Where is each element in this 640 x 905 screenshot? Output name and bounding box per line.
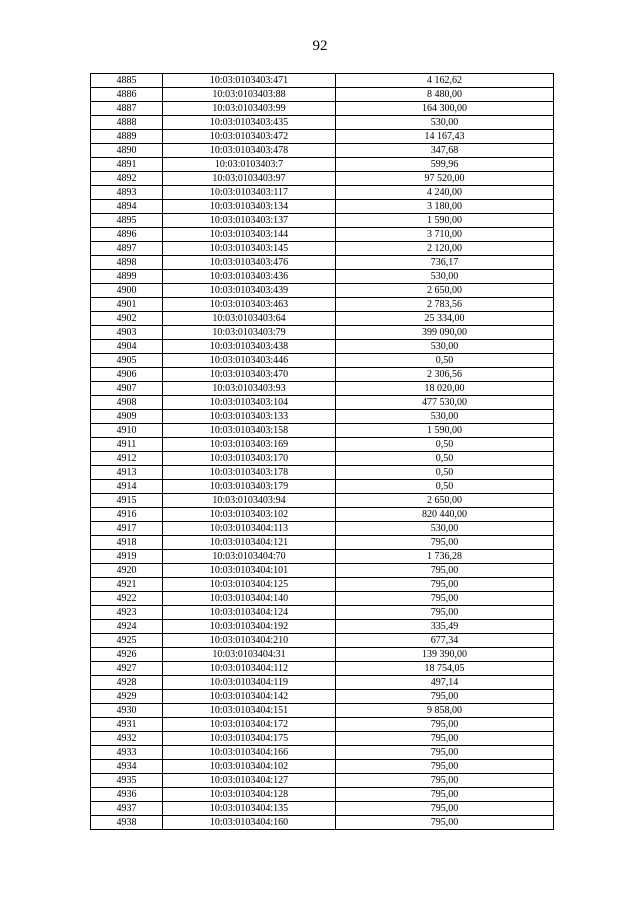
row-number-cell: 4905 (91, 354, 163, 368)
value-cell: 795,00 (336, 732, 554, 746)
value-cell: 2 650,00 (336, 494, 554, 508)
row-number-cell: 4916 (91, 508, 163, 522)
cadastral-number-cell: 10:03:0103403:137 (163, 214, 336, 228)
table-row (91, 522, 554, 536)
table-row (91, 312, 554, 326)
cadastral-number-cell: 10:03:0103404:127 (163, 774, 336, 788)
table-row (91, 774, 554, 788)
cadastral-number-cell: 10:03:0103403:64 (163, 312, 336, 326)
value-cell: 795,00 (336, 774, 554, 788)
value-cell: 3 180,00 (336, 200, 554, 214)
value-cell: 530,00 (336, 270, 554, 284)
cadastral-number-cell: 10:03:0103403:478 (163, 144, 336, 158)
row-number-cell: 4897 (91, 242, 163, 256)
row-number-cell: 4911 (91, 438, 163, 452)
value-cell: 18 754,05 (336, 662, 554, 676)
value-cell: 18 020,00 (336, 382, 554, 396)
value-cell: 477 530,00 (336, 396, 554, 410)
cadastral-number-cell: 10:03:0103403:476 (163, 256, 336, 270)
row-number-cell: 4885 (91, 74, 163, 88)
table-row (91, 424, 554, 438)
table-row (91, 690, 554, 704)
value-cell: 795,00 (336, 606, 554, 620)
row-number-cell: 4902 (91, 312, 163, 326)
value-cell: 2 306,56 (336, 368, 554, 382)
row-number-cell: 4901 (91, 298, 163, 312)
row-number-cell: 4919 (91, 550, 163, 564)
row-number-cell: 4906 (91, 368, 163, 382)
value-cell: 4 162,62 (336, 74, 554, 88)
row-number-cell: 4920 (91, 564, 163, 578)
row-number-cell: 4896 (91, 228, 163, 242)
cadastral-number-cell: 10:03:0103404:70 (163, 550, 336, 564)
value-cell: 0,50 (336, 438, 554, 452)
cadastral-number-cell: 10:03:0103404:102 (163, 760, 336, 774)
cadastral-number-cell: 10:03:0103403:169 (163, 438, 336, 452)
row-number-cell: 4915 (91, 494, 163, 508)
value-cell: 795,00 (336, 536, 554, 550)
row-number-cell: 4918 (91, 536, 163, 550)
table-row (91, 130, 554, 144)
table-row (91, 172, 554, 186)
cadastral-number-cell: 10:03:0103404:124 (163, 606, 336, 620)
row-number-cell: 4891 (91, 158, 163, 172)
row-number-cell: 4894 (91, 200, 163, 214)
table-row (91, 144, 554, 158)
row-number-cell: 4895 (91, 214, 163, 228)
cadastral-number-cell: 10:03:0103404:121 (163, 536, 336, 550)
cadastral-number-cell: 10:03:0103403:435 (163, 116, 336, 130)
value-cell: 4 240,00 (336, 186, 554, 200)
row-number-cell: 4904 (91, 340, 163, 354)
value-cell: 8 480,00 (336, 88, 554, 102)
value-cell: 497,14 (336, 676, 554, 690)
cadastral-number-cell: 10:03:0103403:104 (163, 396, 336, 410)
row-number-cell: 4887 (91, 102, 163, 116)
table-row (91, 270, 554, 284)
table-row (91, 536, 554, 550)
value-cell: 795,00 (336, 718, 554, 732)
table-row (91, 802, 554, 816)
value-cell: 530,00 (336, 340, 554, 354)
value-cell: 139 390,00 (336, 648, 554, 662)
value-cell: 399 090,00 (336, 326, 554, 340)
table-row (91, 718, 554, 732)
table-row (91, 396, 554, 410)
table-row (91, 592, 554, 606)
table-row (91, 242, 554, 256)
row-number-cell: 4907 (91, 382, 163, 396)
cadastral-number-cell: 10:03:0103403:79 (163, 326, 336, 340)
table-row (91, 606, 554, 620)
value-cell: 677,34 (336, 634, 554, 648)
table-row (91, 298, 554, 312)
parcel-table (90, 73, 554, 830)
cadastral-number-cell: 10:03:0103404:151 (163, 704, 336, 718)
value-cell: 795,00 (336, 788, 554, 802)
table-row (91, 746, 554, 760)
cadastral-number-cell: 10:03:0103404:160 (163, 816, 336, 830)
table-row (91, 354, 554, 368)
row-number-cell: 4888 (91, 116, 163, 130)
table-row (91, 88, 554, 102)
table-row (91, 158, 554, 172)
value-cell: 795,00 (336, 592, 554, 606)
table-row (91, 74, 554, 88)
table-row (91, 340, 554, 354)
table-row (91, 438, 554, 452)
value-cell: 795,00 (336, 578, 554, 592)
value-cell: 530,00 (336, 410, 554, 424)
row-number-cell: 4910 (91, 424, 163, 438)
cadastral-number-cell: 10:03:0103403:94 (163, 494, 336, 508)
cadastral-number-cell: 10:03:0103403:446 (163, 354, 336, 368)
cadastral-number-cell: 10:03:0103404:175 (163, 732, 336, 746)
table-row (91, 704, 554, 718)
table-row (91, 494, 554, 508)
row-number-cell: 4892 (91, 172, 163, 186)
cadastral-number-cell: 10:03:0103404:119 (163, 676, 336, 690)
table-row (91, 816, 554, 830)
value-cell: 795,00 (336, 816, 554, 830)
cadastral-number-cell: 10:03:0103403:463 (163, 298, 336, 312)
cadastral-number-cell: 10:03:0103404:210 (163, 634, 336, 648)
table-row (91, 200, 554, 214)
cadastral-number-cell: 10:03:0103404:140 (163, 592, 336, 606)
row-number-cell: 4893 (91, 186, 163, 200)
page-number: 92 (312, 38, 328, 54)
table-body (91, 74, 554, 830)
row-number-cell: 4924 (91, 620, 163, 634)
table-row (91, 550, 554, 564)
value-cell: 795,00 (336, 690, 554, 704)
value-cell: 736,17 (336, 256, 554, 270)
row-number-cell: 4914 (91, 480, 163, 494)
value-cell: 530,00 (336, 522, 554, 536)
value-cell: 2 650,00 (336, 284, 554, 298)
cadastral-number-cell: 10:03:0103404:166 (163, 746, 336, 760)
row-number-cell: 4889 (91, 130, 163, 144)
cadastral-number-cell: 10:03:0103404:101 (163, 564, 336, 578)
row-number-cell: 4931 (91, 718, 163, 732)
cadastral-number-cell: 10:03:0103403:117 (163, 186, 336, 200)
cadastral-number-cell: 10:03:0103404:135 (163, 802, 336, 816)
row-number-cell: 4886 (91, 88, 163, 102)
value-cell: 599,96 (336, 158, 554, 172)
cadastral-number-cell: 10:03:0103403:133 (163, 410, 336, 424)
table-row (91, 466, 554, 480)
cadastral-number-cell: 10:03:0103404:31 (163, 648, 336, 662)
table-row (91, 382, 554, 396)
cadastral-number-cell: 10:03:0103404:142 (163, 690, 336, 704)
table-row (91, 634, 554, 648)
table-row (91, 620, 554, 634)
value-cell: 9 858,00 (336, 704, 554, 718)
table-row (91, 116, 554, 130)
value-cell: 0,50 (336, 466, 554, 480)
row-number-cell: 4926 (91, 648, 163, 662)
table-row (91, 662, 554, 676)
row-number-cell: 4908 (91, 396, 163, 410)
value-cell: 795,00 (336, 564, 554, 578)
cadastral-number-cell: 10:03:0103403:170 (163, 452, 336, 466)
value-cell: 25 334,00 (336, 312, 554, 326)
cadastral-number-cell: 10:03:0103403:144 (163, 228, 336, 242)
cadastral-number-cell: 10:03:0103403:97 (163, 172, 336, 186)
table-row (91, 410, 554, 424)
cadastral-number-cell: 10:03:0103404:128 (163, 788, 336, 802)
table-row (91, 214, 554, 228)
cadastral-number-cell: 10:03:0103404:112 (163, 662, 336, 676)
table-row (91, 186, 554, 200)
table-row (91, 284, 554, 298)
row-number-cell: 4903 (91, 326, 163, 340)
row-number-cell: 4928 (91, 676, 163, 690)
cadastral-number-cell: 10:03:0103403:179 (163, 480, 336, 494)
value-cell: 530,00 (336, 116, 554, 130)
cadastral-number-cell: 10:03:0103403:99 (163, 102, 336, 116)
row-number-cell: 4917 (91, 522, 163, 536)
value-cell: 0,50 (336, 452, 554, 466)
value-cell: 347,68 (336, 144, 554, 158)
table-row (91, 102, 554, 116)
cadastral-number-cell: 10:03:0103404:113 (163, 522, 336, 536)
table-row (91, 648, 554, 662)
cadastral-number-cell: 10:03:0103403:7 (163, 158, 336, 172)
value-cell: 795,00 (336, 760, 554, 774)
row-number-cell: 4933 (91, 746, 163, 760)
value-cell: 0,50 (336, 354, 554, 368)
table-row (91, 788, 554, 802)
value-cell: 14 167,43 (336, 130, 554, 144)
row-number-cell: 4929 (91, 690, 163, 704)
cadastral-number-cell: 10:03:0103404:172 (163, 718, 336, 732)
value-cell: 795,00 (336, 802, 554, 816)
row-number-cell: 4899 (91, 270, 163, 284)
row-number-cell: 4925 (91, 634, 163, 648)
value-cell: 820 440,00 (336, 508, 554, 522)
value-cell: 1 736,28 (336, 550, 554, 564)
cadastral-number-cell: 10:03:0103403:145 (163, 242, 336, 256)
value-cell: 97 520,00 (336, 172, 554, 186)
row-number-cell: 4912 (91, 452, 163, 466)
row-number-cell: 4932 (91, 732, 163, 746)
value-cell: 2 120,00 (336, 242, 554, 256)
value-cell: 0,50 (336, 480, 554, 494)
row-number-cell: 4890 (91, 144, 163, 158)
cadastral-number-cell: 10:03:0103404:125 (163, 578, 336, 592)
cadastral-number-cell: 10:03:0103403:102 (163, 508, 336, 522)
value-cell: 795,00 (336, 746, 554, 760)
value-cell: 3 710,00 (336, 228, 554, 242)
table-row (91, 732, 554, 746)
cadastral-number-cell: 10:03:0103404:192 (163, 620, 336, 634)
table-row (91, 326, 554, 340)
value-cell: 1 590,00 (336, 214, 554, 228)
row-number-cell: 4923 (91, 606, 163, 620)
table-row (91, 452, 554, 466)
row-number-cell: 4937 (91, 802, 163, 816)
cadastral-number-cell: 10:03:0103403:439 (163, 284, 336, 298)
cadastral-number-cell: 10:03:0103403:471 (163, 74, 336, 88)
row-number-cell: 4913 (91, 466, 163, 480)
cadastral-number-cell: 10:03:0103403:438 (163, 340, 336, 354)
value-cell: 2 783,56 (336, 298, 554, 312)
table-row (91, 578, 554, 592)
table-row (91, 564, 554, 578)
row-number-cell: 4909 (91, 410, 163, 424)
table-row (91, 256, 554, 270)
row-number-cell: 4898 (91, 256, 163, 270)
cadastral-number-cell: 10:03:0103403:134 (163, 200, 336, 214)
value-cell: 335,49 (336, 620, 554, 634)
row-number-cell: 4938 (91, 816, 163, 830)
row-number-cell: 4936 (91, 788, 163, 802)
table-row (91, 760, 554, 774)
cadastral-number-cell: 10:03:0103403:93 (163, 382, 336, 396)
row-number-cell: 4900 (91, 284, 163, 298)
value-cell: 1 590,00 (336, 424, 554, 438)
table-row (91, 480, 554, 494)
row-number-cell: 4934 (91, 760, 163, 774)
cadastral-number-cell: 10:03:0103403:472 (163, 130, 336, 144)
table-row (91, 676, 554, 690)
table-row (91, 368, 554, 382)
table-row (91, 228, 554, 242)
row-number-cell: 4922 (91, 592, 163, 606)
value-cell: 164 300,00 (336, 102, 554, 116)
cadastral-number-cell: 10:03:0103403:436 (163, 270, 336, 284)
cadastral-number-cell: 10:03:0103403:158 (163, 424, 336, 438)
table-row (91, 508, 554, 522)
cadastral-number-cell: 10:03:0103403:88 (163, 88, 336, 102)
cadastral-number-cell: 10:03:0103403:178 (163, 466, 336, 480)
cadastral-number-cell: 10:03:0103403:470 (163, 368, 336, 382)
row-number-cell: 4935 (91, 774, 163, 788)
row-number-cell: 4921 (91, 578, 163, 592)
row-number-cell: 4927 (91, 662, 163, 676)
row-number-cell: 4930 (91, 704, 163, 718)
